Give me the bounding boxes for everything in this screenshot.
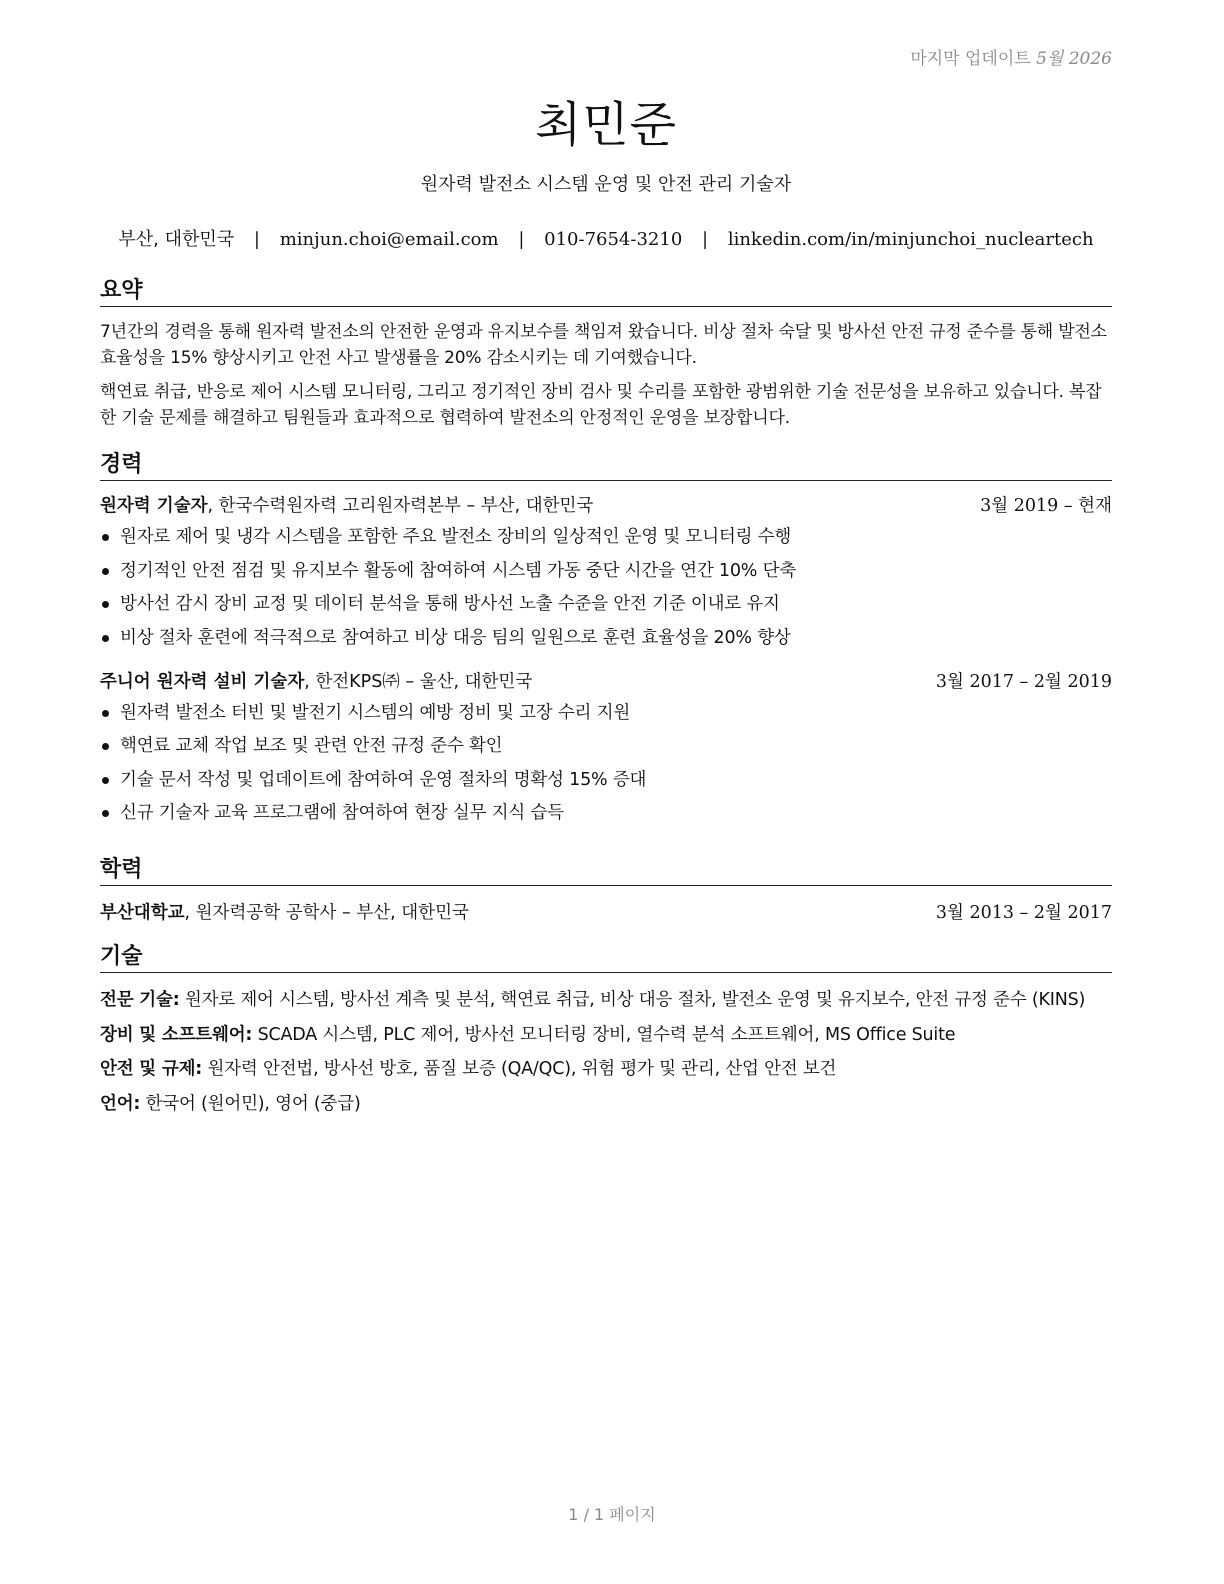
- bullet-dot-icon: [102, 601, 109, 608]
- job-title-line: [100, 669, 532, 695]
- skill-row: [100, 1091, 1112, 1117]
- skill-label: 언어:: [100, 1093, 141, 1114]
- contact-line: [100, 225, 1112, 251]
- experience-section: [100, 452, 1112, 826]
- bullet-dot-icon: [102, 777, 109, 784]
- education-line: [100, 900, 469, 926]
- job-title-line: [100, 493, 593, 519]
- job-bullet: [100, 524, 1112, 550]
- skill-row: [100, 1022, 1112, 1048]
- experience-title: 경력: [100, 452, 1112, 481]
- last-updated-year: 2026: [1068, 49, 1112, 69]
- job-bullet: [100, 591, 1112, 617]
- job-bullet: [100, 767, 1112, 793]
- summary-title: 요약: [100, 278, 1112, 307]
- job-bullet-text: 신규 기술자 교육 프로그램에 참여하여 현장 실무 지식 습득: [120, 803, 564, 823]
- education-title: 학력: [100, 857, 1112, 886]
- last-updated: [910, 44, 1112, 69]
- contact-separator: |: [702, 229, 709, 250]
- job-bullets: [100, 524, 1112, 651]
- bullet-dot-icon: [102, 743, 109, 750]
- skill-value: 한국어 (원어민), 영어 (중급): [140, 1093, 361, 1114]
- education-school: 부산대학교: [100, 903, 185, 923]
- contact-location: 부산, 대한민국: [118, 229, 235, 250]
- job-bullet-text: 원자로 제어 및 냉각 시스템을 포함한 주요 발전소 장비의 일상적인 운영 및 모니터링 수행: [120, 527, 792, 547]
- bullet-dot-icon: [102, 568, 109, 575]
- job-dates: 3월 2017 – 2월 2019: [935, 671, 1112, 692]
- contact-linkedin[interactable]: linkedin.com/in/minjunchoi_nucleartech: [727, 229, 1094, 250]
- education-entry: [100, 900, 1112, 926]
- education-dates: 3월 2013 – 2월 2017: [935, 903, 1112, 923]
- summary-paragraph: 7년간의 경력을 통해 원자력 발전소의 안전한 운영과 유지보수를 책임져 왔습니다. 비상 절차 숙달 및 방사선 안전 규정 준수를 통해 발전소 효율성을 15% 향상시키고 안전 사고 발생률을 20% 감소시키는 데 기여했습니다.: [100, 322, 1107, 368]
- job-org: , 한전KPS㈜ – 울산, 대한민국: [304, 671, 533, 692]
- job-bullet-text: 정기적인 안전 점검 및 유지보수 활동에 참여하여 시스템 가동 중단 시간을 연간 10% 단축: [120, 560, 796, 581]
- contact-separator: |: [253, 229, 260, 250]
- job-bullet-text: 원자력 발전소 터빈 및 발전기 시스템의 예방 정비 및 고장 수리 지원: [120, 702, 631, 723]
- headline: 원자력 발전소 시스템 운영 및 안전 관리 기술자: [420, 174, 792, 195]
- last-updated-month: 5월: [1036, 49, 1064, 69]
- job-bullet: [100, 733, 1112, 759]
- contact-separator: |: [518, 229, 525, 250]
- skill-value: 원자력 안전법, 방사선 방호, 품질 보증 (QA/QC), 위험 평가 및 관리, 산업 안전 보건: [202, 1059, 837, 1079]
- skill-label: 장비 및 소프트웨어:: [100, 1024, 253, 1045]
- job-bullet-text: 기술 문서 작성 및 업데이트에 참여하여 운영 절차의 명확성 15% 증대: [120, 769, 647, 790]
- bullet-dot-icon: [102, 534, 109, 541]
- job-bullet-text: 방사선 감시 장비 교정 및 데이터 분석을 통해 방사선 노출 수준을 안전 기준 이내로 유지: [120, 594, 780, 614]
- job-org: , 한국수력원자력 고리원자력본부 – 부산, 대한민국: [207, 496, 594, 516]
- skill-value: 원자로 제어 시스템, 방사선 계측 및 분석, 핵연료 취급, 비상 대응 절차, 발전소 운영 및 유지보수, 안전 규정 준수 (KINS): [179, 990, 1086, 1010]
- page-number: 1 / 1 페이지: [568, 1505, 656, 1524]
- job-bullet: [100, 625, 1112, 651]
- job-entry: [100, 669, 1112, 827]
- education-section: [100, 857, 1112, 926]
- bullet-dot-icon: [102, 810, 109, 817]
- resume-page: [100, 0, 1112, 1584]
- job-role: 원자력 기술자: [100, 496, 208, 516]
- job-bullet-text: 비상 절차 훈련에 적극적으로 참여하고 비상 대응 팀의 일원으로 훈련 효율성을 20% 향상: [120, 627, 791, 648]
- skill-row: [100, 987, 1112, 1013]
- job-header: [100, 493, 1112, 519]
- skill-value: SCADA 시스템, PLC 제어, 방사선 모니터링 장비, 열수력 분석 소프트웨어, MS Office Suite: [252, 1024, 956, 1045]
- job-entry: [100, 493, 1112, 651]
- job-bullet: [100, 700, 1112, 726]
- bullet-dot-icon: [102, 710, 109, 717]
- candidate-name: 최민준: [534, 97, 678, 153]
- skill-label: 안전 및 규제:: [100, 1059, 203, 1079]
- job-header: [100, 669, 1112, 695]
- skills-section: [100, 944, 1112, 1117]
- contact-email[interactable]: minjun.choi@email.com: [279, 229, 499, 250]
- job-bullets: [100, 700, 1112, 827]
- job-bullet: [100, 800, 1112, 826]
- job-role: 주니어 원자력 설비 기술자: [100, 671, 305, 692]
- job-bullet: [100, 558, 1112, 584]
- skills-title: 기술: [100, 944, 1112, 973]
- job-dates: 3월 2019 – 현재: [980, 496, 1112, 516]
- skill-label: 전문 기술:: [100, 990, 180, 1010]
- education-detail: , 원자력공학 공학사 – 부산, 대한민국: [184, 903, 469, 923]
- last-updated-prefix: 마지막 업데이트: [910, 49, 1031, 69]
- contact-phone[interactable]: 010-7654-3210: [544, 229, 683, 250]
- skill-row: [100, 1056, 1112, 1082]
- summary-paragraph: 핵연료 취급, 반응로 제어 시스템 모니터링, 그리고 정기적인 장비 검사 및 수리를 포함한 광범위한 기술 전문성을 보유하고 있습니다. 복잡한 기술 문제를 해결하고 팀원들과 효과적으로 협력하여 발전소의 안정적인 운영을 보장합니다.: [100, 382, 1102, 428]
- job-bullet-text: 핵연료 교체 작업 보조 및 관련 안전 규정 준수 확인: [120, 736, 503, 756]
- summary-section: [100, 278, 1112, 431]
- bullet-dot-icon: [102, 635, 109, 642]
